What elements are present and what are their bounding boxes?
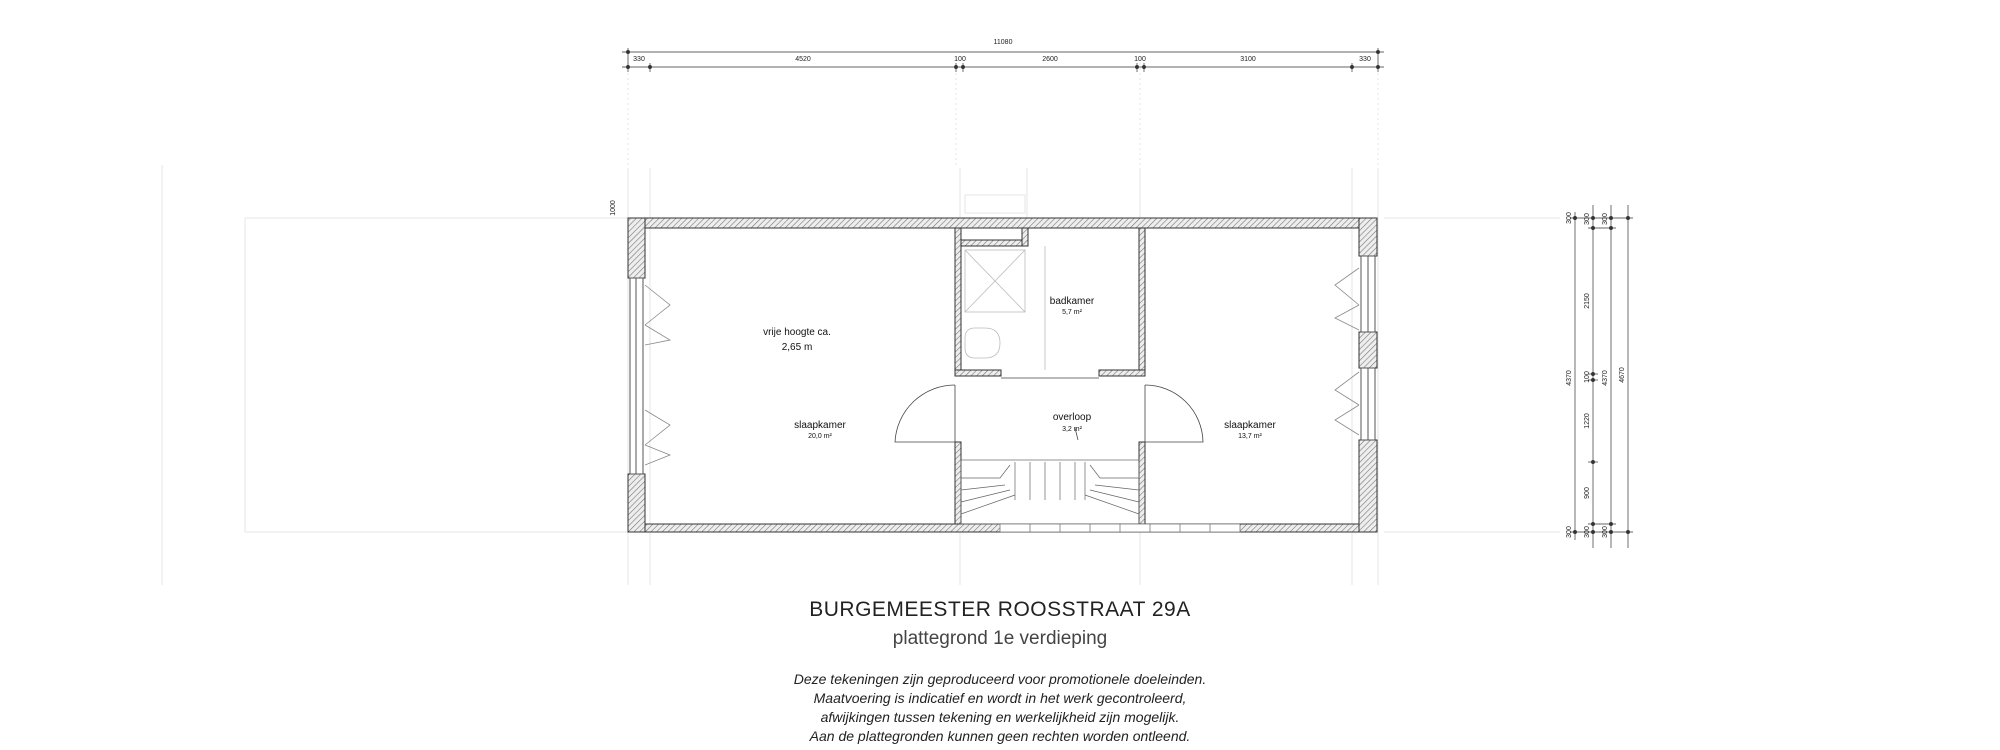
neighbour-outlines (162, 58, 1560, 585)
left-bedroom-area: 20,0 m² (808, 433, 832, 440)
exterior-walls (628, 218, 1377, 532)
dim-right: 4370 (1566, 370, 1573, 386)
disclaimer-line: afwijkingen tussen tekening en werkelijkheid zijn mogelijk. (820, 709, 1180, 725)
dim-right: 4370 (1602, 370, 1609, 386)
dim-top-seg: 100 (954, 56, 966, 63)
landing-name: overloop (1052, 412, 1092, 423)
dim-top-seg: 4520 (795, 56, 811, 63)
dim-top-seg: 2600 (1042, 56, 1058, 63)
staircase (961, 460, 1240, 532)
room-labels (763, 296, 1276, 440)
bathroom-fixtures (965, 246, 1045, 370)
dim-left-marker: 1000 (610, 200, 617, 216)
dim-right-total: 4670 (1619, 367, 1626, 383)
height-value: 2,65 m (781, 342, 813, 353)
dim-right: 900 (1584, 487, 1591, 499)
bathroom-area: 5,7 m² (1062, 309, 1082, 316)
doors (895, 378, 1203, 442)
disclaimer-line: Deze tekeningen zijn geproduceerd voor promotionele doeleinden. (793, 671, 1207, 687)
top-dimension-lines (622, 48, 1384, 72)
dim-right: 100 (1584, 371, 1591, 383)
landing-area: 3,2 m² (1062, 426, 1082, 433)
right-bedroom-area: 13,7 m² (1238, 433, 1262, 440)
dim-right: 1220 (1584, 413, 1591, 429)
right-bedroom-name: slaapkamer (1224, 420, 1276, 431)
dim-right: 300 (1602, 526, 1609, 538)
disclaimer-line: Maatvoering is indicatief en wordt in het werk gecontroleerd, (813, 690, 1187, 706)
dim-top-seg: 100 (1134, 56, 1146, 63)
dim-right: 300 (1602, 213, 1609, 225)
dim-right: 300 (1584, 526, 1591, 538)
dim-top-seg: 330 (633, 56, 645, 63)
top-dimension-labels (633, 39, 1371, 63)
page-subtitle: plattegrond 1e verdieping (892, 628, 1108, 649)
dim-right: 300 (1584, 213, 1591, 225)
dim-top-seg: 330 (1359, 56, 1371, 63)
disclaimer-line: Aan de plattegronden kunnen geen rechten worden ontleend. (809, 728, 1191, 744)
interior-walls (955, 228, 1145, 524)
dim-top-seg: 3100 (1240, 56, 1256, 63)
dim-right: 300 (1566, 526, 1573, 538)
dim-right: 300 (1566, 212, 1573, 224)
height-label: vrije hoogte ca. (763, 327, 831, 338)
dim-top-total: 11080 (993, 39, 1013, 46)
dim-right: 2150 (1584, 293, 1591, 309)
left-bedroom-name: slaapkamer (794, 420, 846, 431)
bathroom-name: badkamer (1049, 296, 1095, 307)
page-title: BURGEMEESTER ROOSSTRAAT 29A (809, 598, 1191, 621)
